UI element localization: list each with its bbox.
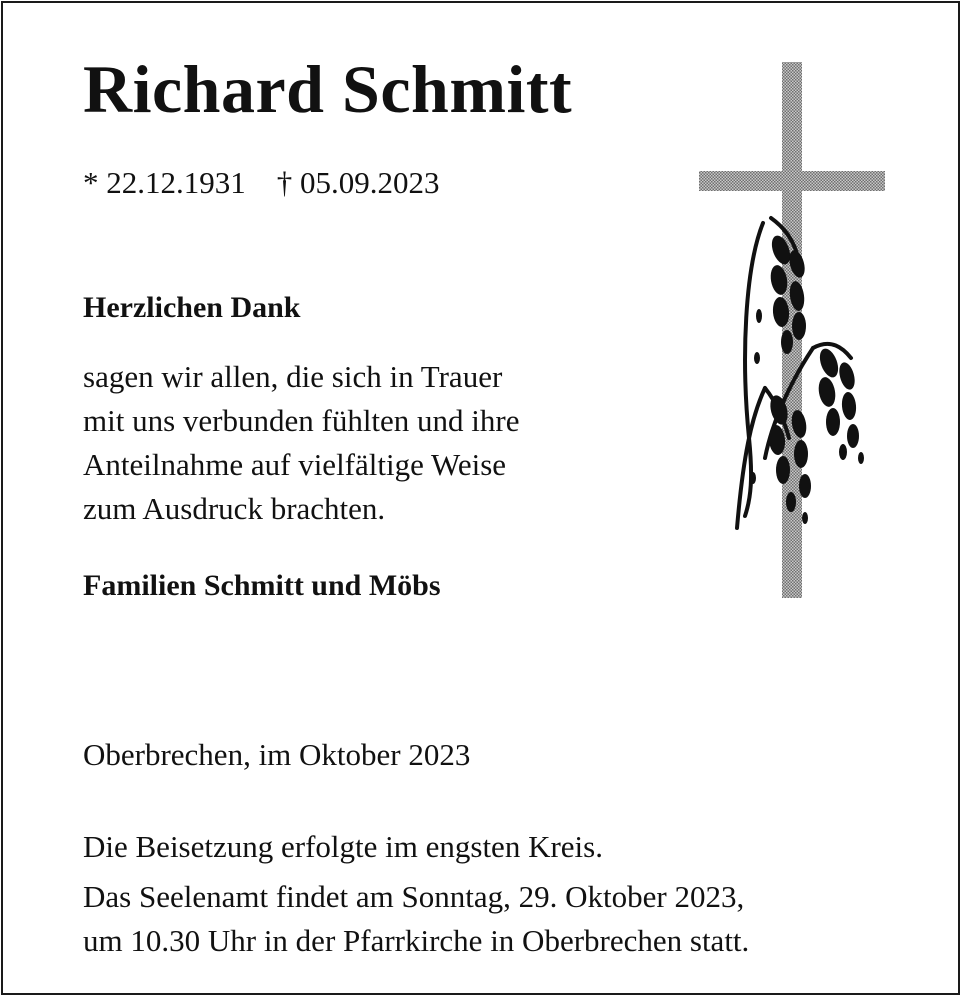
cross-with-wheat-icon bbox=[693, 58, 893, 608]
thanks-text bbox=[83, 355, 520, 531]
thanks-line: Anteilnahme auf vielfältige Weise bbox=[83, 447, 507, 482]
service-notice bbox=[83, 825, 749, 963]
deceased-name: Richard Schmitt bbox=[83, 51, 573, 127]
thanks-line: mit uns verbunden fühlten und ihre bbox=[83, 403, 520, 438]
thanks-line: sagen wir allen, die sich in Trauer bbox=[83, 359, 503, 394]
family-signature: Familien Schmitt und Möbs bbox=[83, 569, 441, 602]
thanks-heading: Herzlichen Dank bbox=[83, 291, 301, 324]
notice-frame bbox=[1, 1, 960, 995]
cross-horizontal-beam bbox=[699, 171, 885, 191]
burial-line: Die Beisetzung erfolgte im engsten Kreis. bbox=[83, 829, 603, 864]
mass-line: um 10.30 Uhr in der Pfarrkirche in Oberbrechen statt. bbox=[83, 923, 750, 958]
place-and-date: Oberbrechen, im Oktober 2023 bbox=[83, 737, 471, 772]
life-dates: * 22.12.1931 † 05.09.2023 bbox=[83, 165, 440, 200]
thanks-line: zum Ausdruck brachten. bbox=[83, 491, 386, 526]
mass-line: Das Seelenamt findet am Sonntag, 29. Oktober 2023, bbox=[83, 879, 745, 914]
wheat-ears bbox=[750, 233, 864, 524]
